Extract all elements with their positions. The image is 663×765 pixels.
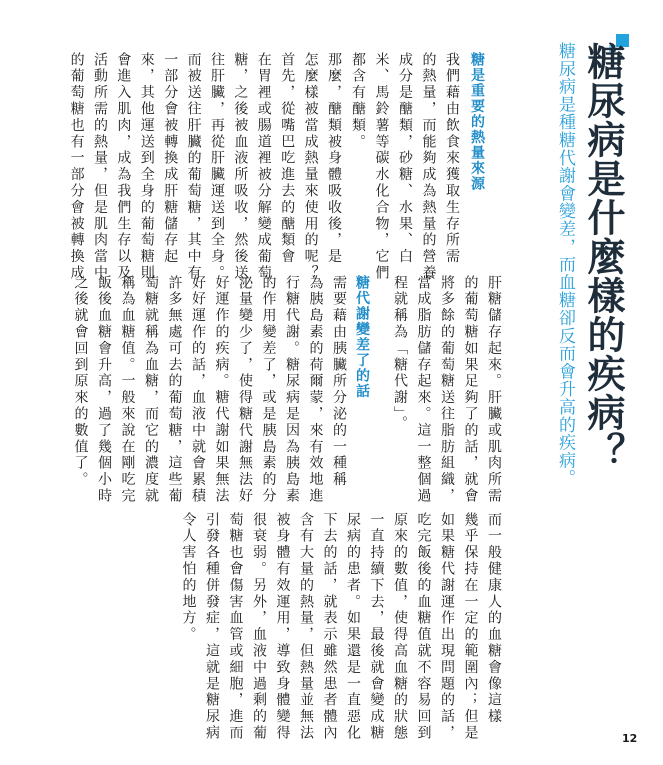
text-column: 一直持續下去，最後就會變成糖 <box>368 512 385 742</box>
text-column: 怎麼樣被當成熱量來使用的呢？ <box>302 52 319 282</box>
text-column: 當成脂肪儲存起來。這一整個過 <box>415 275 432 505</box>
text-column: 的熱量，而能夠成為熱量的營養 <box>420 52 437 282</box>
text-column: 許多無處可去的葡萄糖，這些葡 <box>166 275 183 505</box>
text-column: 稱為血糖值。一般來說在剛吃完 <box>119 275 136 505</box>
text-column: 糖，之後被血液所吸收，然後送 <box>232 52 249 282</box>
text-column: 令人害怕的地方。 <box>180 512 197 644</box>
text-column: 的葡萄糖也有一部分會被轉換成 <box>68 52 85 282</box>
text-column: 成分是醣類，砂糖、水果、白 <box>397 52 413 266</box>
text-column: 尿病的患者。如果還是一直惡化 <box>345 512 361 742</box>
text-column: 那麼，醣類被身體吸收後，是 <box>326 52 342 266</box>
text-column: 含有大量的熱量，但熱量並無法 <box>298 512 314 742</box>
page-subtitle: 糖尿病是種糖代謝會變差，而血糖卻反而會升高的疾病。 <box>555 42 575 487</box>
text-column: 好好運作的話，血液中就會累積 <box>190 275 206 505</box>
text-column: 將多餘的葡萄糖送往脂肪組織， <box>439 275 455 505</box>
text-column: 泌量變少了，使得糖代謝無法好 <box>237 275 253 505</box>
page-number: 12 <box>622 732 638 745</box>
text-column: 一部分會被轉換成肝糖儲存起 <box>162 52 179 266</box>
text-column: 如果糖代謝運作出現問題的話， <box>439 512 455 742</box>
text-column: 都含有醣類。 <box>350 52 366 151</box>
text-column: 幾乎保持在一定的範圍內；但是 <box>462 512 479 742</box>
text-column: 引發各種併發症，這就是糖尿病 <box>204 512 220 742</box>
text-column: 來，其他運送到全身的葡萄糖則 <box>138 52 155 282</box>
text-column: 而一般健康人的血糖會像這樣 <box>486 512 502 726</box>
text-column: 下去的話，就表示雖然患者體內 <box>321 512 338 742</box>
text-column: 很衰弱。另外，血液中過剩的葡 <box>251 512 267 742</box>
text-column: 為胰島素的荷爾蒙，來有效地進 <box>307 275 324 505</box>
text-column: 往肝臟，再從肝臟運送到全身。 <box>209 52 225 282</box>
text-column: 飯後血糖會升高，過了幾個小時 <box>96 275 112 505</box>
text-column: 在胃裡或腸道裡被分解變成葡萄 <box>255 52 272 282</box>
text-column: 的作用變差了，或是胰島素的分 <box>260 275 277 505</box>
text-column: 首先，從嘴巴吃進去的醣類會 <box>279 52 296 266</box>
text-column: 需要藉由胰臟所分泌的一種稱 <box>331 275 347 489</box>
text-column: 而被送往肝臟的葡萄糖，其中有 <box>185 52 202 282</box>
text-column: 萄糖也會傷害血管或細胞，進而 <box>227 512 244 742</box>
text-column: 米、馬鈴薯等碳水化合物，它們 <box>373 52 390 282</box>
text-column: 我們藉由飲食來獲取生存所需 <box>444 52 460 266</box>
text-column: 好運作的疾病。糖代謝如果無法 <box>213 275 230 505</box>
text-column: 被身體有效運用，導致身體變得 <box>274 512 291 742</box>
section-heading-sugar-energy: 糖是重要的熱量來源 <box>469 52 485 192</box>
text-column: 活動所需的熱量，但是肌肉當中 <box>92 52 108 282</box>
text-column: 會進入肌肉，成為我們生存以及 <box>115 52 132 282</box>
page-title: 糖尿病是什麼樣的疾病？ <box>581 42 625 471</box>
text-column: 肝糖儲存起來。肝臟或肌肉所需 <box>486 275 502 505</box>
text-column: 程就稱為「糖代謝」。 <box>392 275 408 432</box>
section-heading-sugar-metabolism: 糖代謝變差了的話 <box>354 275 370 399</box>
text-column: 吃完飯後的血糖值就不容易回到 <box>415 512 432 742</box>
text-column: 的葡萄糖如果足夠了的話，就會 <box>462 275 479 505</box>
text-column: 萄糖就稱為血糖，而它的濃度就 <box>143 275 159 505</box>
text-column: 行糖代謝。糖尿病是因為胰島素 <box>284 275 300 505</box>
text-column: 原來的數值，使得高血糖的狀態 <box>392 512 408 742</box>
text-column: 之後就會回到原來的數值了。 <box>72 275 89 489</box>
